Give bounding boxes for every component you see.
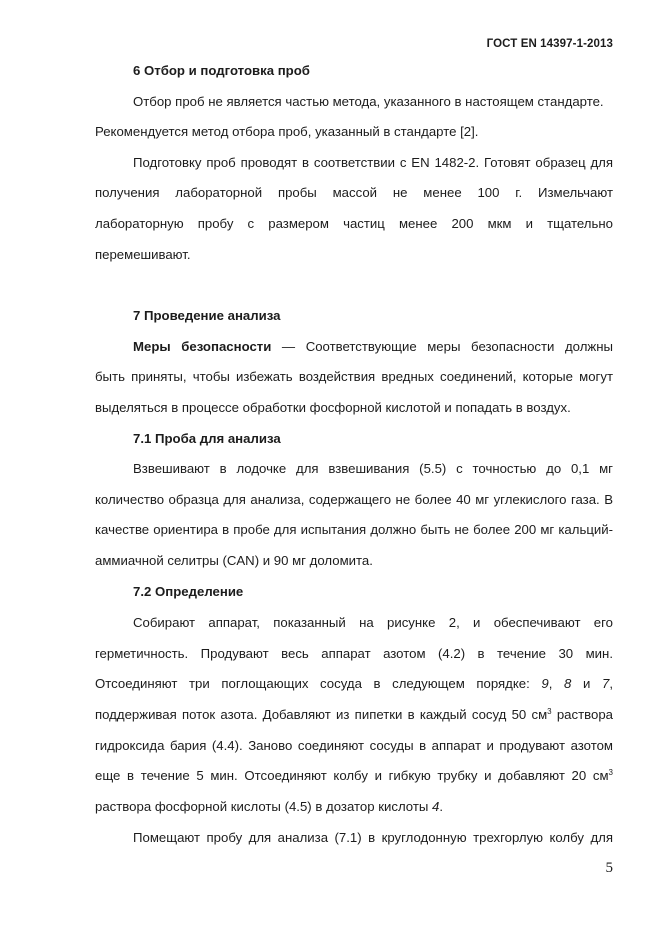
vessel-number: 9: [541, 676, 549, 691]
standard-header: ГОСТ EN 14397-1-2013: [486, 38, 613, 50]
text-run: раствора фосфорной кислоты (4.5) в дозатор кислоты: [95, 799, 433, 814]
text-run: .: [439, 799, 444, 814]
paragraph-line: получения лабораторной пробы массой не менее 100 г. Измельчают: [95, 185, 613, 200]
paragraph-line: Отбор проб не является частью метода, указанного в настоящем стандарте.: [133, 94, 604, 109]
paragraph-line: перемешивают.: [95, 247, 191, 262]
paragraph-line: быть приняты, чтобы избежать воздействия вредных соединений, которые могут: [95, 369, 613, 384]
section-7-2-heading: 7.2 Определение: [133, 584, 244, 599]
safety-line: [133, 339, 613, 355]
paragraph-line: Подготовку проб проводят в соответствии с EN 1482-2. Готовят образец для: [133, 155, 613, 170]
text-run: ,: [609, 676, 613, 691]
paragraph-line: [95, 707, 613, 723]
section-6-heading: 6 Отбор и подготовка проб: [133, 63, 310, 78]
paragraph-line: гидроксида бария (4.4). Заново соединяют сосуды в аппарат и продувают азотом: [95, 738, 613, 753]
text-run: поддерживая поток азота. Добавляют из пипетки в каждый сосуд 50 см: [95, 707, 548, 722]
paragraph-line: качестве ориентира в пробе для испытания должно быть не более 200 мг кальций-: [95, 522, 613, 537]
text-run: еще в течение 5 мин. Отсоединяют колбу и гибкую трубку и добавляют 20 см: [95, 768, 609, 783]
paragraph-line: Помещают пробу для анализа (7.1) в круглодонную трехгорлую колбу для: [133, 830, 613, 845]
paragraph-line: количество образца для анализа, содержащего не более 40 мг углекислого газа. В: [95, 492, 613, 507]
page-number: 5: [605, 860, 613, 876]
paragraph-line: [95, 676, 613, 692]
vessel-number: 7: [601, 676, 610, 691]
text-run: раствора: [551, 707, 613, 722]
text-run: и: [571, 676, 602, 691]
safety-text: — Соответствующие меры безопасности должны: [271, 339, 613, 354]
dispenser-number: 4: [432, 799, 440, 814]
safety-label: Меры безопасности: [133, 339, 272, 354]
paragraph-line: аммиачной селитры (CAN) и 90 мг доломита.: [95, 553, 373, 568]
paragraph-line: [95, 768, 613, 784]
superscript: 3: [608, 768, 613, 777]
paragraph-line: лабораторную пробу с размером частиц менее 200 мкм и тщательно: [95, 216, 613, 231]
paragraph-line: выделяться в процессе обработки фосфорной кислотой и попадать в воздух.: [95, 400, 571, 415]
paragraph-line: Взвешивают в лодочке для взвешивания (5.5) с точностью до 0,1 мг: [133, 461, 613, 476]
text-run: ,: [548, 676, 565, 691]
superscript: 3: [547, 707, 552, 716]
paragraph-line: герметичность. Продувают весь аппарат азотом (4.2) в течение 30 мин.: [95, 646, 613, 661]
paragraph-line: Рекомендуется метод отбора проб, указанный в стандарте [2].: [95, 124, 479, 139]
paragraph-line: [95, 799, 613, 815]
section-7-1-heading: 7.1 Проба для анализа: [133, 431, 281, 446]
vessel-number: 8: [564, 676, 572, 691]
text-run: Отсоединяют три поглощающих сосуда в следующем порядке:: [95, 676, 542, 691]
paragraph-line: Собирают аппарат, показанный на рисунке 2, и обеспечивают его: [133, 615, 613, 630]
section-7-heading: 7 Проведение анализа: [133, 308, 281, 323]
